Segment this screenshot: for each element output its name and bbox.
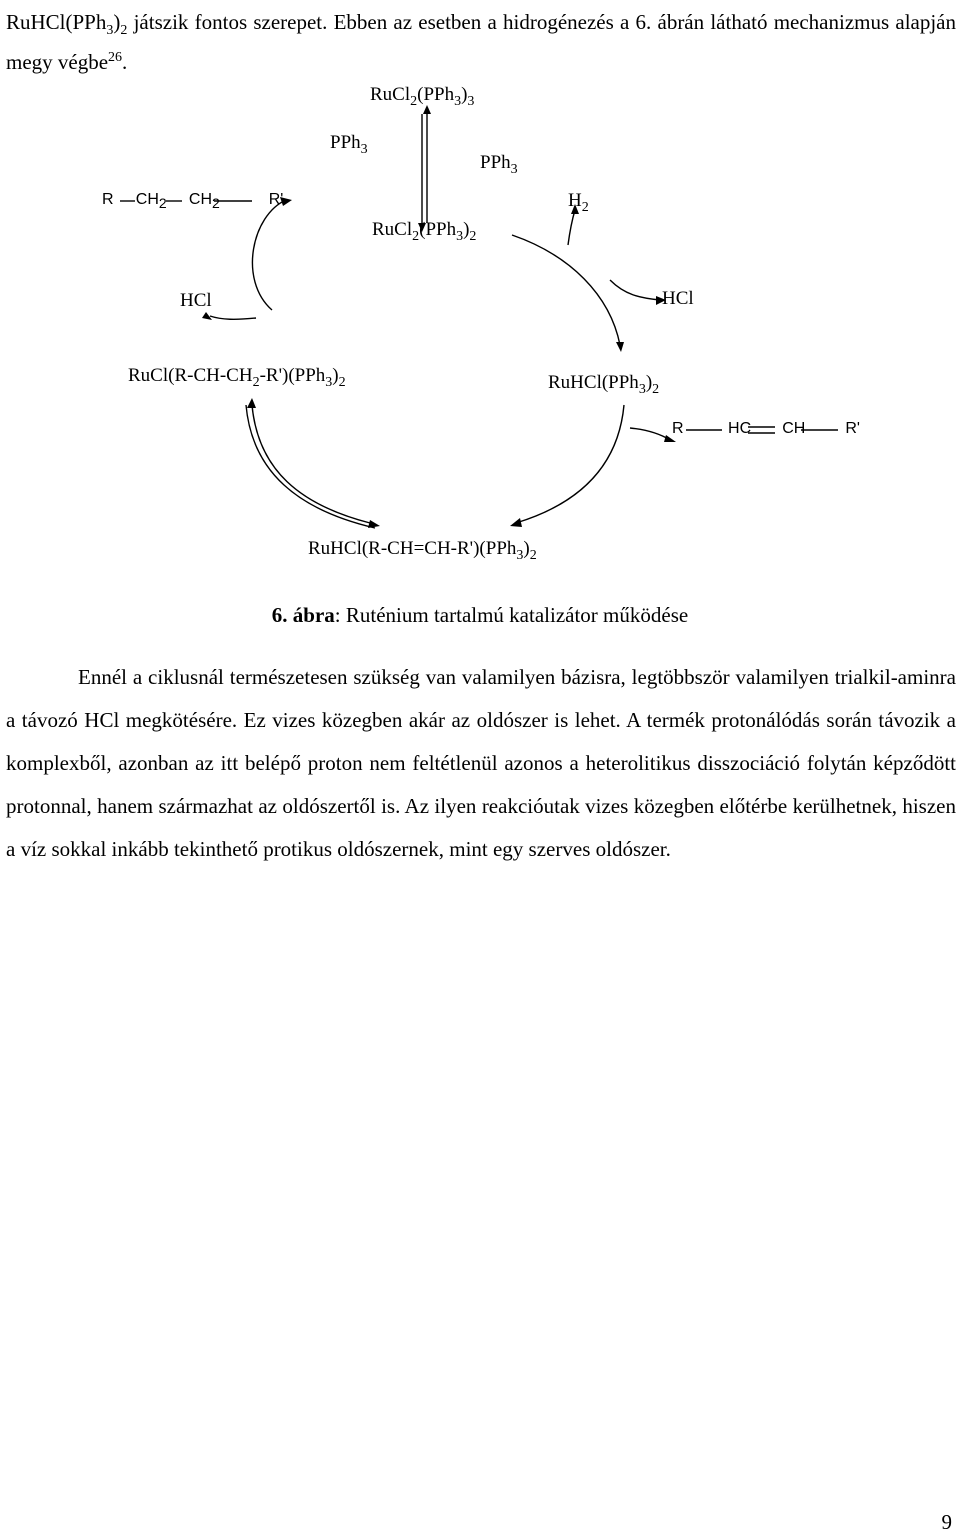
intro-subscript: 3 <box>106 23 114 39</box>
label-alkene: R HC CH R' <box>672 420 860 437</box>
page-number: 9 <box>941 1510 952 1534</box>
label-pph3-right: PPh$_3$ <box>480 152 518 177</box>
intro-period: . <box>122 50 128 74</box>
paragraph-text: Ennél a ciklusnál természetesen szükség van valamilyen bázisra, legtöbbször valamilyen trialkil-aminra a távozó HCl megkötésére. Ez vizes közegben akár az oldószer is lehet. A termék protonálódás során távozik a komplexből, azonban az itt belépő proton nem feltétlenül azonos a heterolitikus disszociáció folytán képződött protonnal, hanem származhat az oldószertől is. Az ilyen reakcióutak vizes közegben előtérbe kerülhetnek, hiszen a víz sokkal inkább tekinthető protikus oldószernek, mint egy szerves oldószer. <box>6 665 956 861</box>
h2-addition-arrow <box>512 235 620 345</box>
label-hydride-complex: $RuHCl(PPh_3)_2$ <box>548 372 660 397</box>
body-paragraph <box>6 656 956 871</box>
intro-formula-close: ) <box>113 10 121 34</box>
intro-paragraph <box>6 2 956 82</box>
arrowhead-icon <box>616 342 624 352</box>
alkene-coordination-arrow <box>516 405 624 523</box>
label-hcl-left: HCl <box>180 290 212 311</box>
reference-superscript: 26 <box>108 50 123 65</box>
alkane-release-arrow <box>252 200 286 310</box>
arrowhead-icon <box>247 398 256 408</box>
hcl-right-arrow <box>610 280 660 300</box>
intro-formula-start: RuHCl(PPh <box>6 10 107 34</box>
insertion-arrow-outer <box>252 405 370 523</box>
label-alkyl-complex: $RuCl(R-CH-CH_2-R')(PPh_3)_2$ <box>128 365 346 390</box>
arrowhead-icon <box>510 518 522 527</box>
label-rucl2-pph3-2: $RuCl_2(PPh_3)_2$ <box>372 219 477 244</box>
caption-text: : Ruténium tartalmú katalizátor működése <box>334 603 689 627</box>
label-alkane: R $CH_2$ $CH_2$ R' <box>102 191 284 212</box>
h2-in-arrow <box>568 210 575 245</box>
label-h2: $H_2$ <box>568 190 589 215</box>
intro-text: játszik fontos szerepet. Ebben az esetben a hidrogénezés a 6. ábrán látható mechanizmus alapján megy végbe <box>6 10 956 74</box>
label-rucl2-pph3-3: $RuCl_2(PPh_3)_3$ <box>370 84 475 109</box>
arrowhead-icon <box>368 520 380 528</box>
insertion-arrow-inner <box>246 405 375 528</box>
alkene-in-arrow <box>630 428 670 440</box>
arrowhead-icon <box>423 105 431 114</box>
caption-label: 6. ábra <box>271 603 335 627</box>
label-pph3-left: PPh$_3$ <box>330 132 368 157</box>
label-hcl-right: HCl <box>662 288 694 309</box>
hcl-left-arrow <box>210 316 256 319</box>
catalytic-cycle-diagram <box>0 80 960 590</box>
label-alkene-complex: $RuHCl(R-CH=CH-R')(PPh_3)_2$ <box>308 538 537 563</box>
figure-caption <box>0 603 960 628</box>
intro-subscript: 2 <box>120 23 128 39</box>
